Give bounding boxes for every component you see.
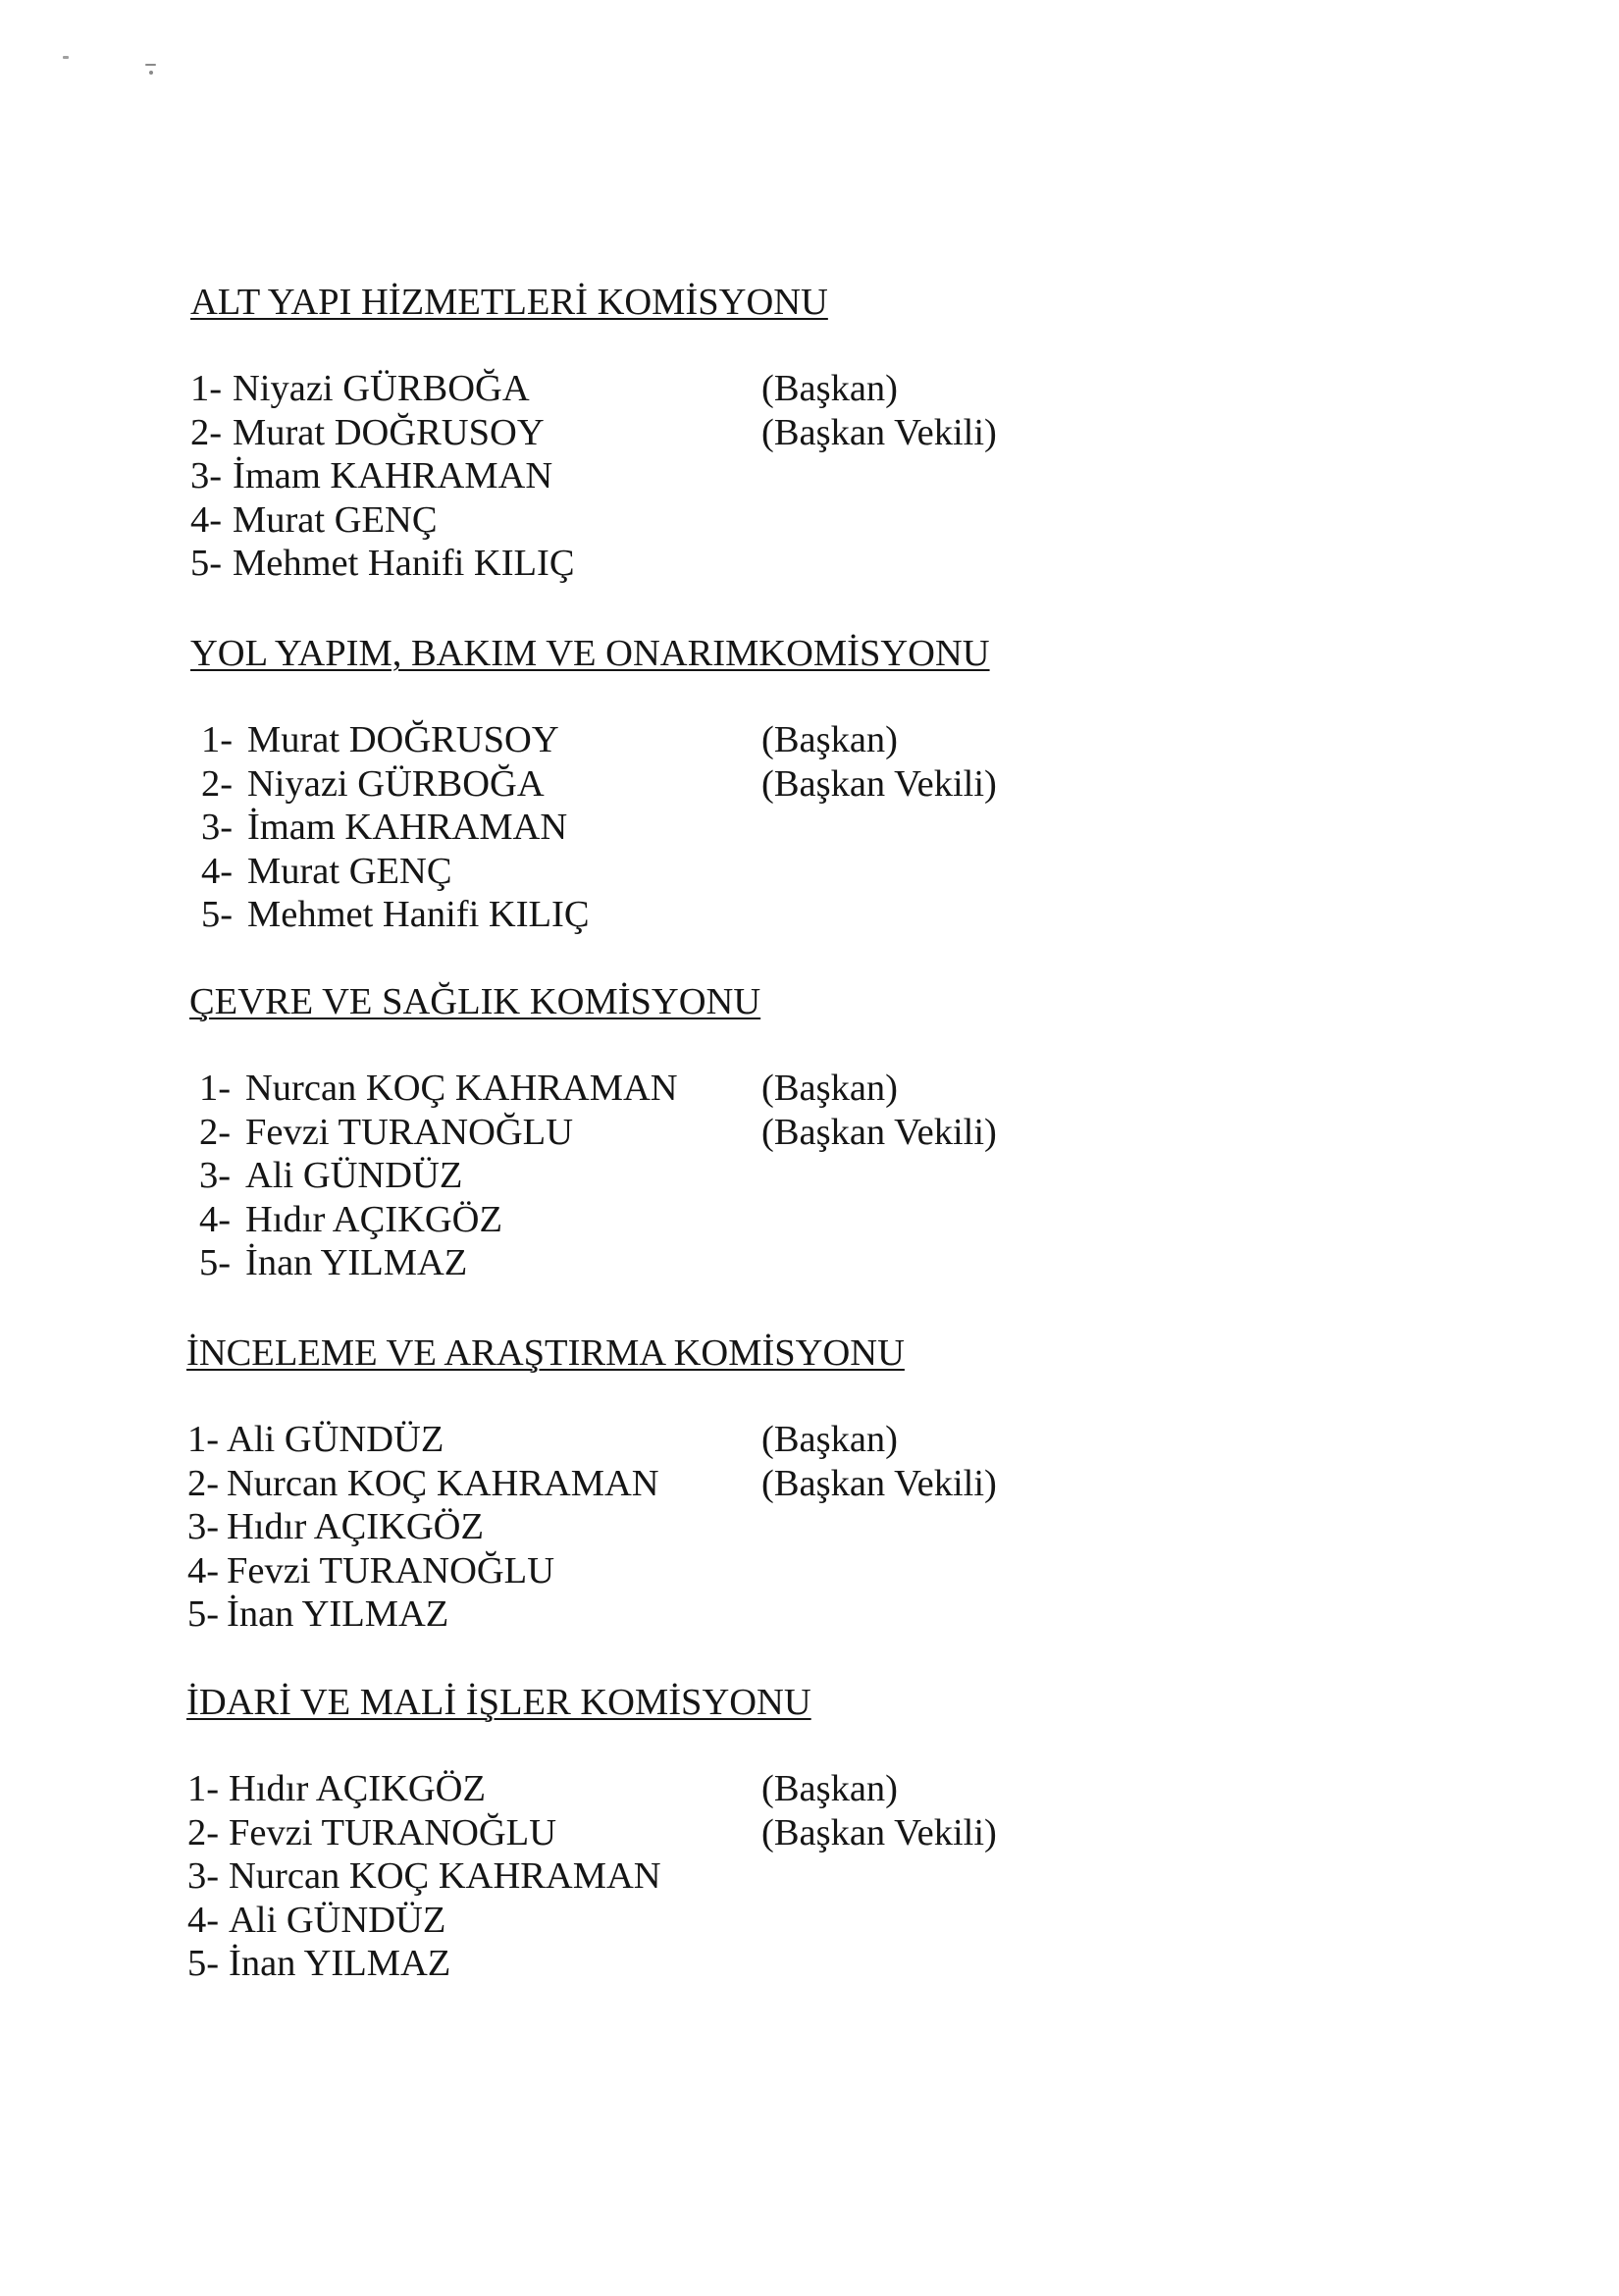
member-name: Fevzi TURANOĞLU xyxy=(227,1549,554,1592)
member-name: İmam KAHRAMAN xyxy=(247,807,568,848)
member-role: (Başkan) xyxy=(761,1768,898,1809)
member-name: Ali GÜNDÜZ xyxy=(245,1155,463,1196)
member-number: 3- xyxy=(199,1155,232,1196)
member-list xyxy=(0,1067,1619,1285)
member-row xyxy=(0,1942,1619,1986)
member-number: 2- xyxy=(190,411,223,453)
member-name: İmam KAHRAMAN xyxy=(233,455,553,496)
member-name: Ali GÜNDÜZ xyxy=(227,1419,444,1460)
member-role: (Başkan Vekili) xyxy=(761,762,997,805)
committee-title: ÇEVRE VE SAĞLIK KOMİSYONU xyxy=(189,981,761,1022)
member-name: Niyazi GÜRBOĞA xyxy=(247,762,545,805)
member-name: Nurcan KOÇ KAHRAMAN xyxy=(245,1068,678,1109)
member-name: Niyazi GÜRBOĞA xyxy=(233,368,530,409)
member-row xyxy=(0,1154,1619,1198)
member-role: (Başkan Vekili) xyxy=(761,1111,997,1153)
member-number: 1- xyxy=(187,1419,220,1460)
member-role: (Başkan) xyxy=(761,1068,898,1109)
member-row xyxy=(0,1198,1619,1242)
member-number: 5- xyxy=(199,1242,232,1283)
member-row xyxy=(0,542,1619,586)
member-name: İnan YILMAZ xyxy=(229,1943,451,1984)
member-list xyxy=(0,718,1619,937)
member-number: 3- xyxy=(187,1506,220,1547)
member-role: (Başkan) xyxy=(761,1419,898,1460)
scan-speck xyxy=(145,64,156,66)
member-number: 1- xyxy=(199,1068,232,1109)
committee-cevre-saglik xyxy=(0,980,1619,1294)
member-number: 3- xyxy=(187,1855,220,1897)
member-name: Murat DOĞRUSOY xyxy=(233,411,545,453)
member-number: 5- xyxy=(187,1593,220,1635)
member-number: 2- xyxy=(187,1811,220,1853)
member-role: (Başkan) xyxy=(761,719,898,760)
member-row xyxy=(0,411,1619,455)
member-row xyxy=(0,498,1619,543)
member-number: 1- xyxy=(187,1768,220,1809)
committee-title: İNCELEME VE ARAŞTIRMA KOMİSYONU xyxy=(186,1332,905,1374)
member-number: 4- xyxy=(199,1198,232,1240)
member-number: 1- xyxy=(201,719,234,760)
member-role: (Başkan) xyxy=(761,368,898,409)
member-row xyxy=(0,1111,1619,1155)
member-row xyxy=(0,893,1619,937)
member-number: 3- xyxy=(201,807,234,848)
member-name: Hıdır AÇIKGÖZ xyxy=(245,1198,502,1240)
member-name: Fevzi TURANOĞLU xyxy=(229,1811,556,1853)
committee-title: ALT YAPI HİZMETLERİ KOMİSYONU xyxy=(190,282,828,323)
member-name: Murat GENÇ xyxy=(247,850,452,892)
member-number: 1- xyxy=(190,368,223,409)
member-row xyxy=(0,1067,1619,1111)
member-number: 4- xyxy=(187,1549,220,1592)
member-name: Nurcan KOÇ KAHRAMAN xyxy=(229,1855,661,1897)
member-name: Ali GÜNDÜZ xyxy=(229,1899,446,1941)
member-row xyxy=(0,762,1619,807)
member-row xyxy=(0,1241,1619,1285)
member-number: 2- xyxy=(199,1111,232,1153)
member-number: 5- xyxy=(190,543,223,584)
committee-inceleme-arastirma xyxy=(0,1331,1619,1645)
scan-speck xyxy=(63,56,69,59)
member-role: (Başkan Vekili) xyxy=(761,1811,997,1853)
member-row xyxy=(0,1505,1619,1549)
member-row xyxy=(0,806,1619,850)
committee-title: İDARİ VE MALİ İŞLER KOMİSYONU xyxy=(186,1682,811,1723)
member-row xyxy=(0,1767,1619,1811)
member-row xyxy=(0,1549,1619,1593)
member-row xyxy=(0,1899,1619,1943)
member-role: (Başkan Vekili) xyxy=(761,1462,997,1504)
member-number: 5- xyxy=(201,894,234,935)
committee-idari-mali-isler xyxy=(0,1681,1619,1995)
member-name: İnan YILMAZ xyxy=(227,1593,449,1635)
member-row xyxy=(0,1418,1619,1462)
scan-speck xyxy=(149,71,153,75)
member-number: 4- xyxy=(201,850,234,892)
member-row xyxy=(0,850,1619,894)
member-row xyxy=(0,1854,1619,1899)
member-name: Fevzi TURANOĞLU xyxy=(245,1111,573,1153)
member-row xyxy=(0,1592,1619,1637)
member-row xyxy=(0,1811,1619,1855)
member-number: 4- xyxy=(190,498,223,541)
member-name: Murat DOĞRUSOY xyxy=(247,719,559,760)
member-number: 2- xyxy=(201,762,234,805)
member-role: (Başkan Vekili) xyxy=(761,411,997,453)
member-name: Hıdır AÇIKGÖZ xyxy=(229,1768,486,1809)
member-name: İnan YILMAZ xyxy=(245,1242,468,1283)
member-number: 5- xyxy=(187,1943,220,1984)
member-row xyxy=(0,367,1619,411)
member-row xyxy=(0,454,1619,498)
member-list xyxy=(0,367,1619,586)
member-name: Nurcan KOÇ KAHRAMAN xyxy=(227,1462,659,1504)
member-list xyxy=(0,1767,1619,1986)
committee-alt-yapi-hizmetleri xyxy=(0,281,1619,595)
committee-yol-yapim-bakim-onarim xyxy=(0,632,1619,946)
committee-title: YOL YAPIM, BAKIM VE ONARIMKOMİSYONU xyxy=(190,633,990,674)
member-row xyxy=(0,1462,1619,1506)
member-name: Hıdır AÇIKGÖZ xyxy=(227,1506,484,1547)
member-name: Murat GENÇ xyxy=(233,498,438,541)
member-number: 2- xyxy=(187,1462,220,1504)
member-row xyxy=(0,718,1619,762)
member-name: Mehmet Hanifi KILIÇ xyxy=(233,543,575,584)
member-number: 3- xyxy=(190,455,223,496)
member-list xyxy=(0,1418,1619,1637)
member-number: 4- xyxy=(187,1899,220,1941)
member-name: Mehmet Hanifi KILIÇ xyxy=(247,894,590,935)
